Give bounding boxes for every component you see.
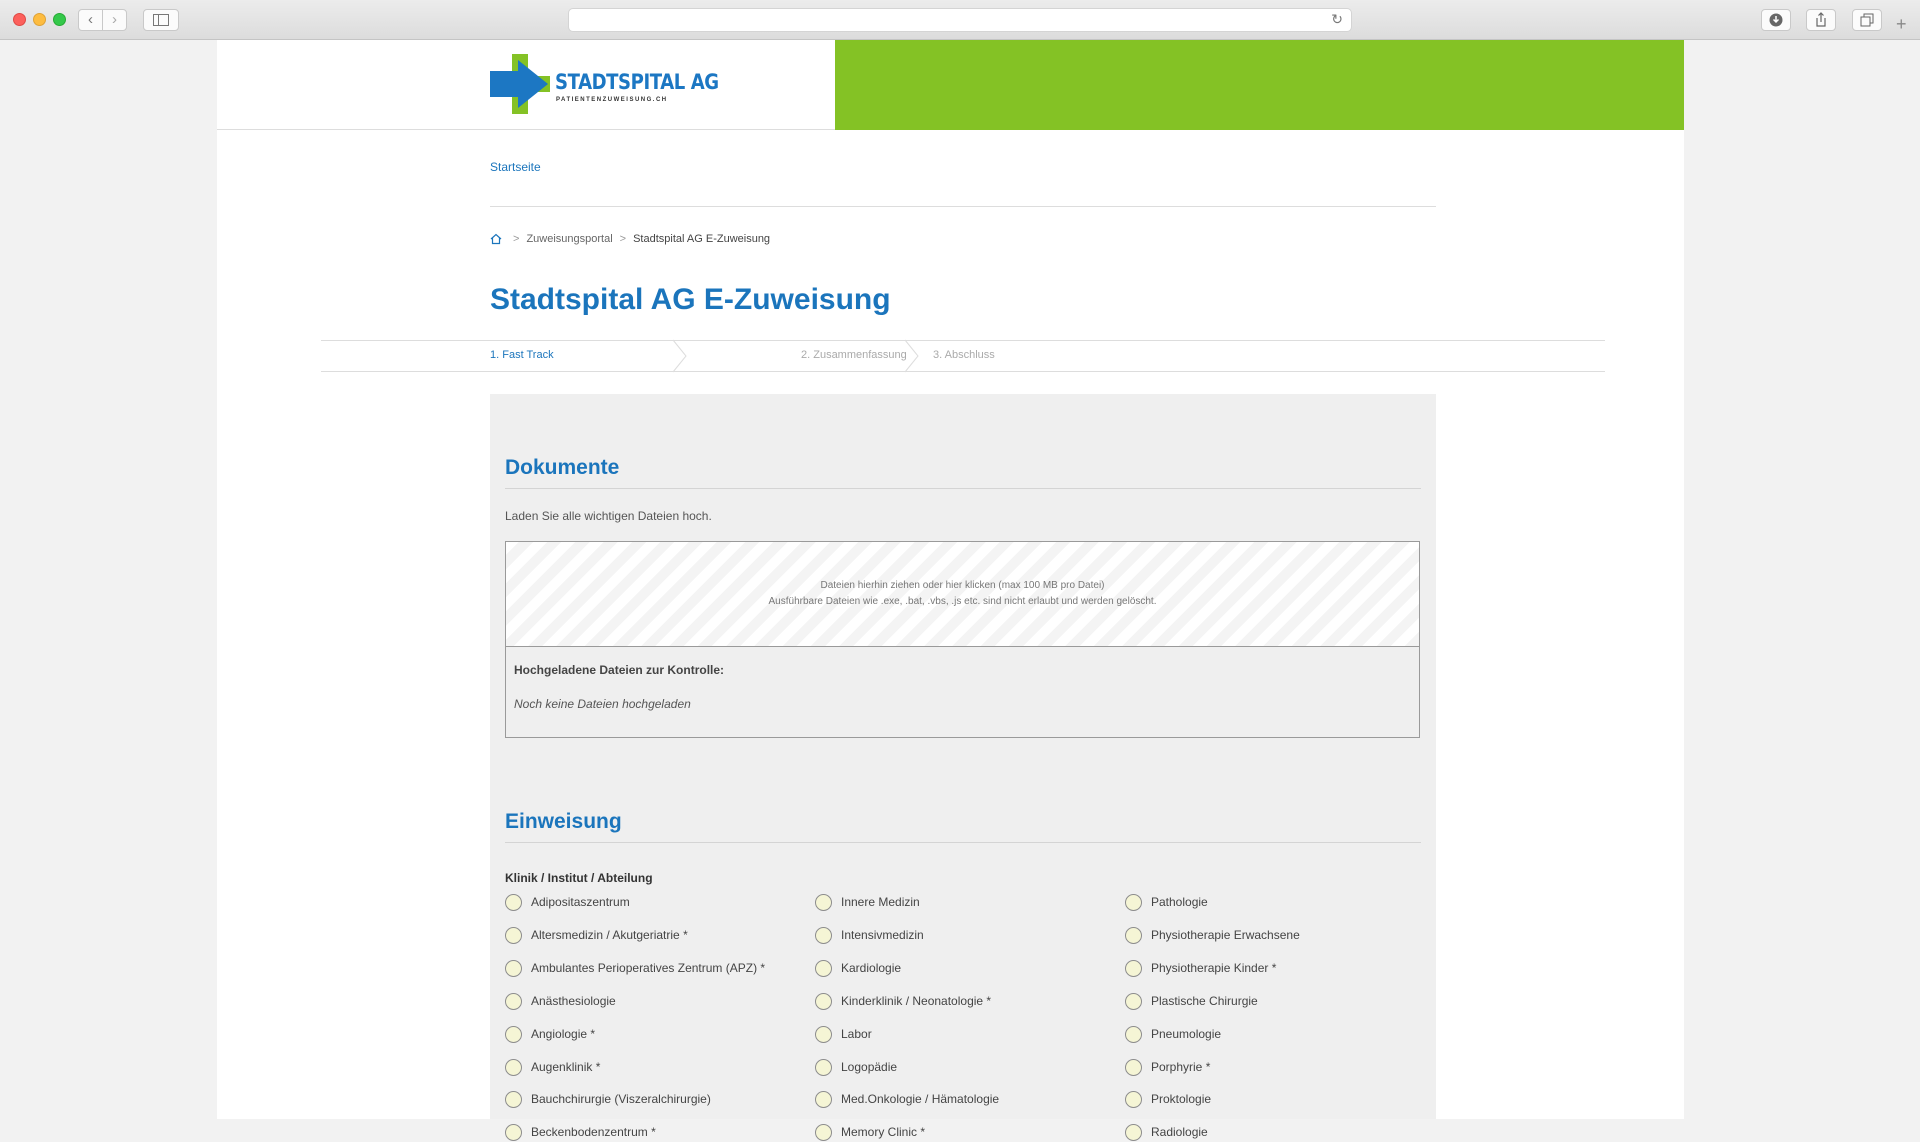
divider bbox=[490, 206, 1436, 207]
radio-option[interactable] bbox=[1125, 1089, 1211, 1109]
radio-button[interactable] bbox=[505, 927, 522, 944]
radio-label: Memory Clinic * bbox=[841, 1125, 926, 1139]
radio-button[interactable] bbox=[815, 927, 832, 944]
dropzone-warning: Ausführbare Dateien wie .exe, .bat, .vbs, .js etc. sind nicht erlaubt und werden gelöscht. bbox=[768, 596, 1157, 607]
radio-button[interactable] bbox=[1125, 1059, 1142, 1076]
uploaded-files-empty: Noch keine Dateien hochgeladen bbox=[514, 697, 691, 711]
radio-label: Porphyrie * bbox=[1151, 1060, 1211, 1074]
breadcrumb-separator-icon: > bbox=[513, 233, 520, 245]
radio-button[interactable] bbox=[815, 1026, 832, 1043]
back-button[interactable] bbox=[78, 9, 103, 31]
radio-label: Pneumologie bbox=[1151, 1027, 1222, 1041]
radio-option[interactable] bbox=[1125, 1122, 1208, 1142]
chevron-left-icon: ‹ bbox=[88, 11, 93, 28]
radio-option[interactable] bbox=[815, 925, 924, 945]
nav-home-link[interactable]: Startseite bbox=[490, 160, 541, 174]
radio-label: Physiotherapie Kinder * bbox=[1151, 961, 1277, 975]
radio-label: Kardiologie bbox=[841, 961, 902, 975]
radio-button[interactable] bbox=[1125, 927, 1142, 944]
radio-option[interactable] bbox=[1125, 958, 1276, 978]
documents-heading: Dokumente bbox=[505, 456, 620, 479]
step-fast-track[interactable]: 1. Fast Track bbox=[490, 349, 554, 361]
radio-option[interactable] bbox=[505, 991, 616, 1011]
radio-option[interactable] bbox=[815, 1057, 897, 1077]
radio-label: Bauchchirurgie (Viszeralchirurgie) bbox=[531, 1092, 711, 1106]
radio-label: Radiologie bbox=[1151, 1125, 1208, 1139]
radio-button[interactable] bbox=[1125, 1124, 1142, 1141]
step-chevron-icon bbox=[904, 340, 920, 372]
page-title: Stadtspital AG E-Zuweisung bbox=[490, 283, 891, 316]
radio-button[interactable] bbox=[505, 1124, 522, 1141]
radio-button[interactable] bbox=[505, 894, 522, 911]
radio-option[interactable] bbox=[815, 958, 901, 978]
breadcrumb-item[interactable]: Zuweisungsportal bbox=[526, 233, 613, 245]
file-dropzone[interactable] bbox=[505, 541, 1420, 647]
radio-label: Altersmedizin / Akutgeriatrie * bbox=[531, 928, 688, 942]
share-icon bbox=[1815, 12, 1827, 27]
radio-option[interactable] bbox=[505, 1057, 600, 1077]
radio-button[interactable] bbox=[815, 1059, 832, 1076]
radio-label: Angiologie * bbox=[531, 1027, 596, 1041]
sidebar-icon bbox=[153, 14, 169, 26]
radio-button[interactable] bbox=[505, 993, 522, 1010]
radio-option[interactable] bbox=[815, 1089, 999, 1109]
close-window-button[interactable] bbox=[13, 13, 26, 26]
radio-label: Plastische Chirurgie bbox=[1151, 994, 1258, 1008]
radio-button[interactable] bbox=[1125, 894, 1142, 911]
address-bar[interactable] bbox=[568, 8, 1352, 32]
step-zusammenfassung: 2. Zusammenfassung bbox=[801, 349, 907, 361]
forward-button[interactable] bbox=[102, 9, 127, 31]
radio-option[interactable] bbox=[505, 925, 688, 945]
radio-label: Proktologie bbox=[1151, 1092, 1212, 1106]
radio-label: Physiotherapie Erwachsene bbox=[1151, 928, 1300, 942]
header-banner bbox=[835, 40, 1684, 130]
radio-option[interactable] bbox=[815, 1122, 925, 1142]
radio-button[interactable] bbox=[505, 1091, 522, 1108]
radio-label: Augenklinik * bbox=[531, 1060, 601, 1074]
radio-option[interactable] bbox=[1125, 892, 1208, 912]
radio-label: Beckenbodenzentrum * bbox=[531, 1125, 656, 1139]
radio-button[interactable] bbox=[505, 1026, 522, 1043]
radio-button[interactable] bbox=[505, 1059, 522, 1076]
radio-option[interactable] bbox=[505, 1122, 656, 1142]
logo-tagline: PATIENTENZUWEISUNG.CH bbox=[556, 97, 668, 103]
chevron-right-icon: › bbox=[112, 11, 117, 28]
radio-label: Intensivmedizin bbox=[841, 928, 924, 942]
zoom-window-button[interactable] bbox=[53, 13, 66, 26]
logo-name: STADTSPITAL AG bbox=[555, 70, 719, 94]
step-abschluss: 3. Abschluss bbox=[933, 349, 995, 361]
breadcrumb bbox=[490, 233, 770, 245]
home-icon[interactable] bbox=[490, 233, 502, 245]
progress-steps bbox=[321, 340, 1605, 372]
radio-button[interactable] bbox=[815, 993, 832, 1010]
new-tab-button[interactable]: + bbox=[1896, 14, 1907, 34]
divider bbox=[505, 842, 1421, 843]
site-header bbox=[217, 40, 1684, 130]
minimize-window-button[interactable] bbox=[33, 13, 46, 26]
radio-option[interactable] bbox=[505, 1024, 595, 1044]
breadcrumb-current: Stadtspital AG E-Zuweisung bbox=[633, 233, 771, 245]
divider bbox=[505, 488, 1421, 489]
documents-intro: Laden Sie alle wichtigen Dateien hoch. bbox=[505, 509, 712, 523]
reload-icon[interactable]: ↻ bbox=[1331, 11, 1343, 27]
radio-option[interactable] bbox=[1125, 925, 1300, 945]
radio-button[interactable] bbox=[815, 960, 832, 977]
radio-button[interactable] bbox=[1125, 960, 1142, 977]
radio-label: Innere Medizin bbox=[841, 895, 920, 909]
radio-label: Med.Onkologie / Hämatologie bbox=[841, 1092, 1000, 1106]
radio-button[interactable] bbox=[505, 960, 522, 977]
department-group-label: Klinik / Institut / Abteilung bbox=[505, 871, 653, 885]
form-panel bbox=[490, 394, 1436, 1139]
radio-button[interactable] bbox=[1125, 993, 1142, 1010]
radio-label: Adipositaszentrum bbox=[531, 895, 630, 909]
breadcrumb-separator-icon: > bbox=[619, 233, 627, 245]
download-icon bbox=[1769, 13, 1783, 27]
radio-label: Anästhesiologie bbox=[531, 994, 616, 1008]
share-button[interactable] bbox=[1806, 9, 1836, 31]
downloads-button[interactable] bbox=[1761, 9, 1791, 31]
tabs-icon bbox=[1860, 13, 1874, 27]
radio-button[interactable] bbox=[1125, 1091, 1142, 1108]
site-logo[interactable] bbox=[490, 54, 719, 114]
radio-button[interactable] bbox=[815, 1124, 832, 1141]
radio-label: Labor bbox=[841, 1027, 872, 1041]
radio-option[interactable] bbox=[1125, 991, 1258, 1011]
uploaded-files-title: Hochgeladene Dateien zur Kontrolle: bbox=[514, 663, 725, 677]
radio-button[interactable] bbox=[815, 1091, 832, 1108]
browser-toolbar bbox=[0, 0, 1920, 40]
radio-button[interactable] bbox=[1125, 1026, 1142, 1043]
tab-overview-button[interactable] bbox=[1852, 9, 1882, 31]
dropzone-instruction: Dateien hierhin ziehen oder hier klicken (max 100 MB pro Datei) bbox=[820, 580, 1105, 591]
logo-cross-arrow-icon bbox=[490, 54, 550, 114]
radio-option[interactable] bbox=[1125, 1024, 1221, 1044]
uploaded-files-box bbox=[505, 647, 1420, 738]
page-content bbox=[217, 40, 1684, 1139]
radio-option[interactable] bbox=[505, 892, 630, 912]
radio-option[interactable] bbox=[505, 958, 765, 978]
radio-option[interactable] bbox=[815, 892, 920, 912]
sidebar-toggle-button[interactable] bbox=[143, 9, 179, 31]
radio-button[interactable] bbox=[815, 894, 832, 911]
radio-option[interactable] bbox=[1125, 1057, 1210, 1077]
radio-label: Logopädie bbox=[841, 1060, 898, 1074]
radio-option[interactable] bbox=[505, 1089, 711, 1109]
radio-label: Kinderklinik / Neonatologie * bbox=[841, 994, 992, 1008]
radio-label: Ambulantes Perioperatives Zentrum (APZ) * bbox=[531, 961, 766, 975]
radio-option[interactable] bbox=[815, 991, 991, 1011]
radio-label: Pathologie bbox=[1151, 895, 1208, 909]
radio-option[interactable] bbox=[815, 1024, 872, 1044]
step-chevron-icon bbox=[672, 340, 688, 372]
referral-heading: Einweisung bbox=[505, 810, 622, 833]
